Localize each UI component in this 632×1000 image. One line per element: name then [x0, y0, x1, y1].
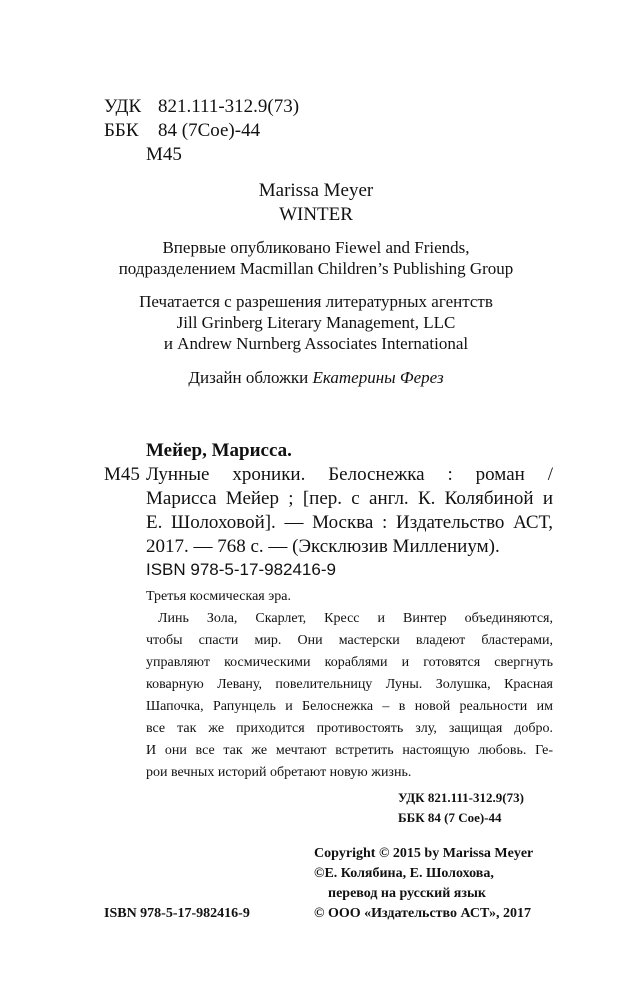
catalog-line: Е. Шолоховой]. — Москва : Издательство АСТ, [146, 512, 553, 533]
abstract-line: Шапочка, Рапунцель и Белоснежка – в новой реальности им [146, 699, 553, 714]
rights-note-line1: Печатается с разрешения литературных агентств [139, 292, 493, 311]
abstract-bbk: ББК 84 (7 Сое)-44 [398, 810, 502, 825]
rights-note-line3: и Andrew Nurnberg Associates International [163, 334, 469, 353]
bbk-label: ББК [104, 120, 139, 141]
cover-design-label: Дизайн обложки [188, 368, 309, 387]
catalog-isbn: ISBN 978-5-17-982416-9 [146, 560, 336, 579]
cover-designer-name: Екатерины Ферез [312, 368, 444, 387]
catalog-mark: М45 [104, 464, 140, 485]
catalog-line: Марисса Мейер ; [пер. с англ. К. Колябиной и [146, 488, 553, 509]
copyright-line3: перевод на русский язык [328, 886, 486, 901]
catalog-line: Лунные хроники. Белоснежка : роман / [146, 464, 553, 485]
original-title: WINTER [279, 204, 353, 225]
publisher-note-line2: подразделением Macmillan Children’s Publishing Group [118, 259, 514, 278]
udk-label: УДК [104, 96, 142, 117]
bbk-value: 84 (7Сое)-44 [158, 120, 261, 141]
abstract-line: И они все так же мечтают встретить настоящую любовь. Ге- [146, 743, 553, 758]
rights-note-line2: Jill Grinberg Literary Management, LLC [176, 313, 456, 332]
cover-design-credit [0, 368, 632, 388]
abstract-line: управляют космическими кораблями и готовятся свергнуть [146, 655, 553, 670]
author-mark: М45 [146, 144, 182, 165]
copyright-line2: ©Е. Колябина, Е. Шолохова, [314, 866, 494, 881]
catalog-heading: Мейер, Марисса. [146, 440, 292, 461]
abstract-line: все так же приходится противостоять злу, защищая добро. [146, 721, 553, 736]
publisher-note-line1: Впервые опубликовано Fiewel and Friends, [162, 238, 470, 257]
udk-value: 821.111-312.9(73) [158, 96, 300, 117]
copyright-line4: © ООО «Издательство АСТ», 2017 [314, 906, 532, 921]
copyright-line1: Copyright © 2015 by Marissa Meyer [314, 846, 534, 861]
abstract-udk: УДК 821.111-312.9(73) [398, 790, 524, 805]
footer-isbn: ISBN 978-5-17-982416-9 [104, 906, 250, 921]
abstract-line: чтобы спасти мир. Они мастерски владеют бластерами, [146, 633, 553, 648]
original-author: Marissa Meyer [258, 180, 374, 201]
abstract-line: Третья космическая эра. [146, 589, 291, 604]
abstract-line: рои вечных историй обретают новую жизнь. [146, 765, 412, 780]
abstract-line: коварную Левану, повелительницу Луны. Золушка, Красная [146, 677, 553, 692]
catalog-line: 2017. — 768 с. — (Эксклюзив Миллениум). [146, 536, 500, 557]
abstract-line: Линь Зола, Скарлет, Кресс и Винтер объединяются, [158, 611, 553, 626]
